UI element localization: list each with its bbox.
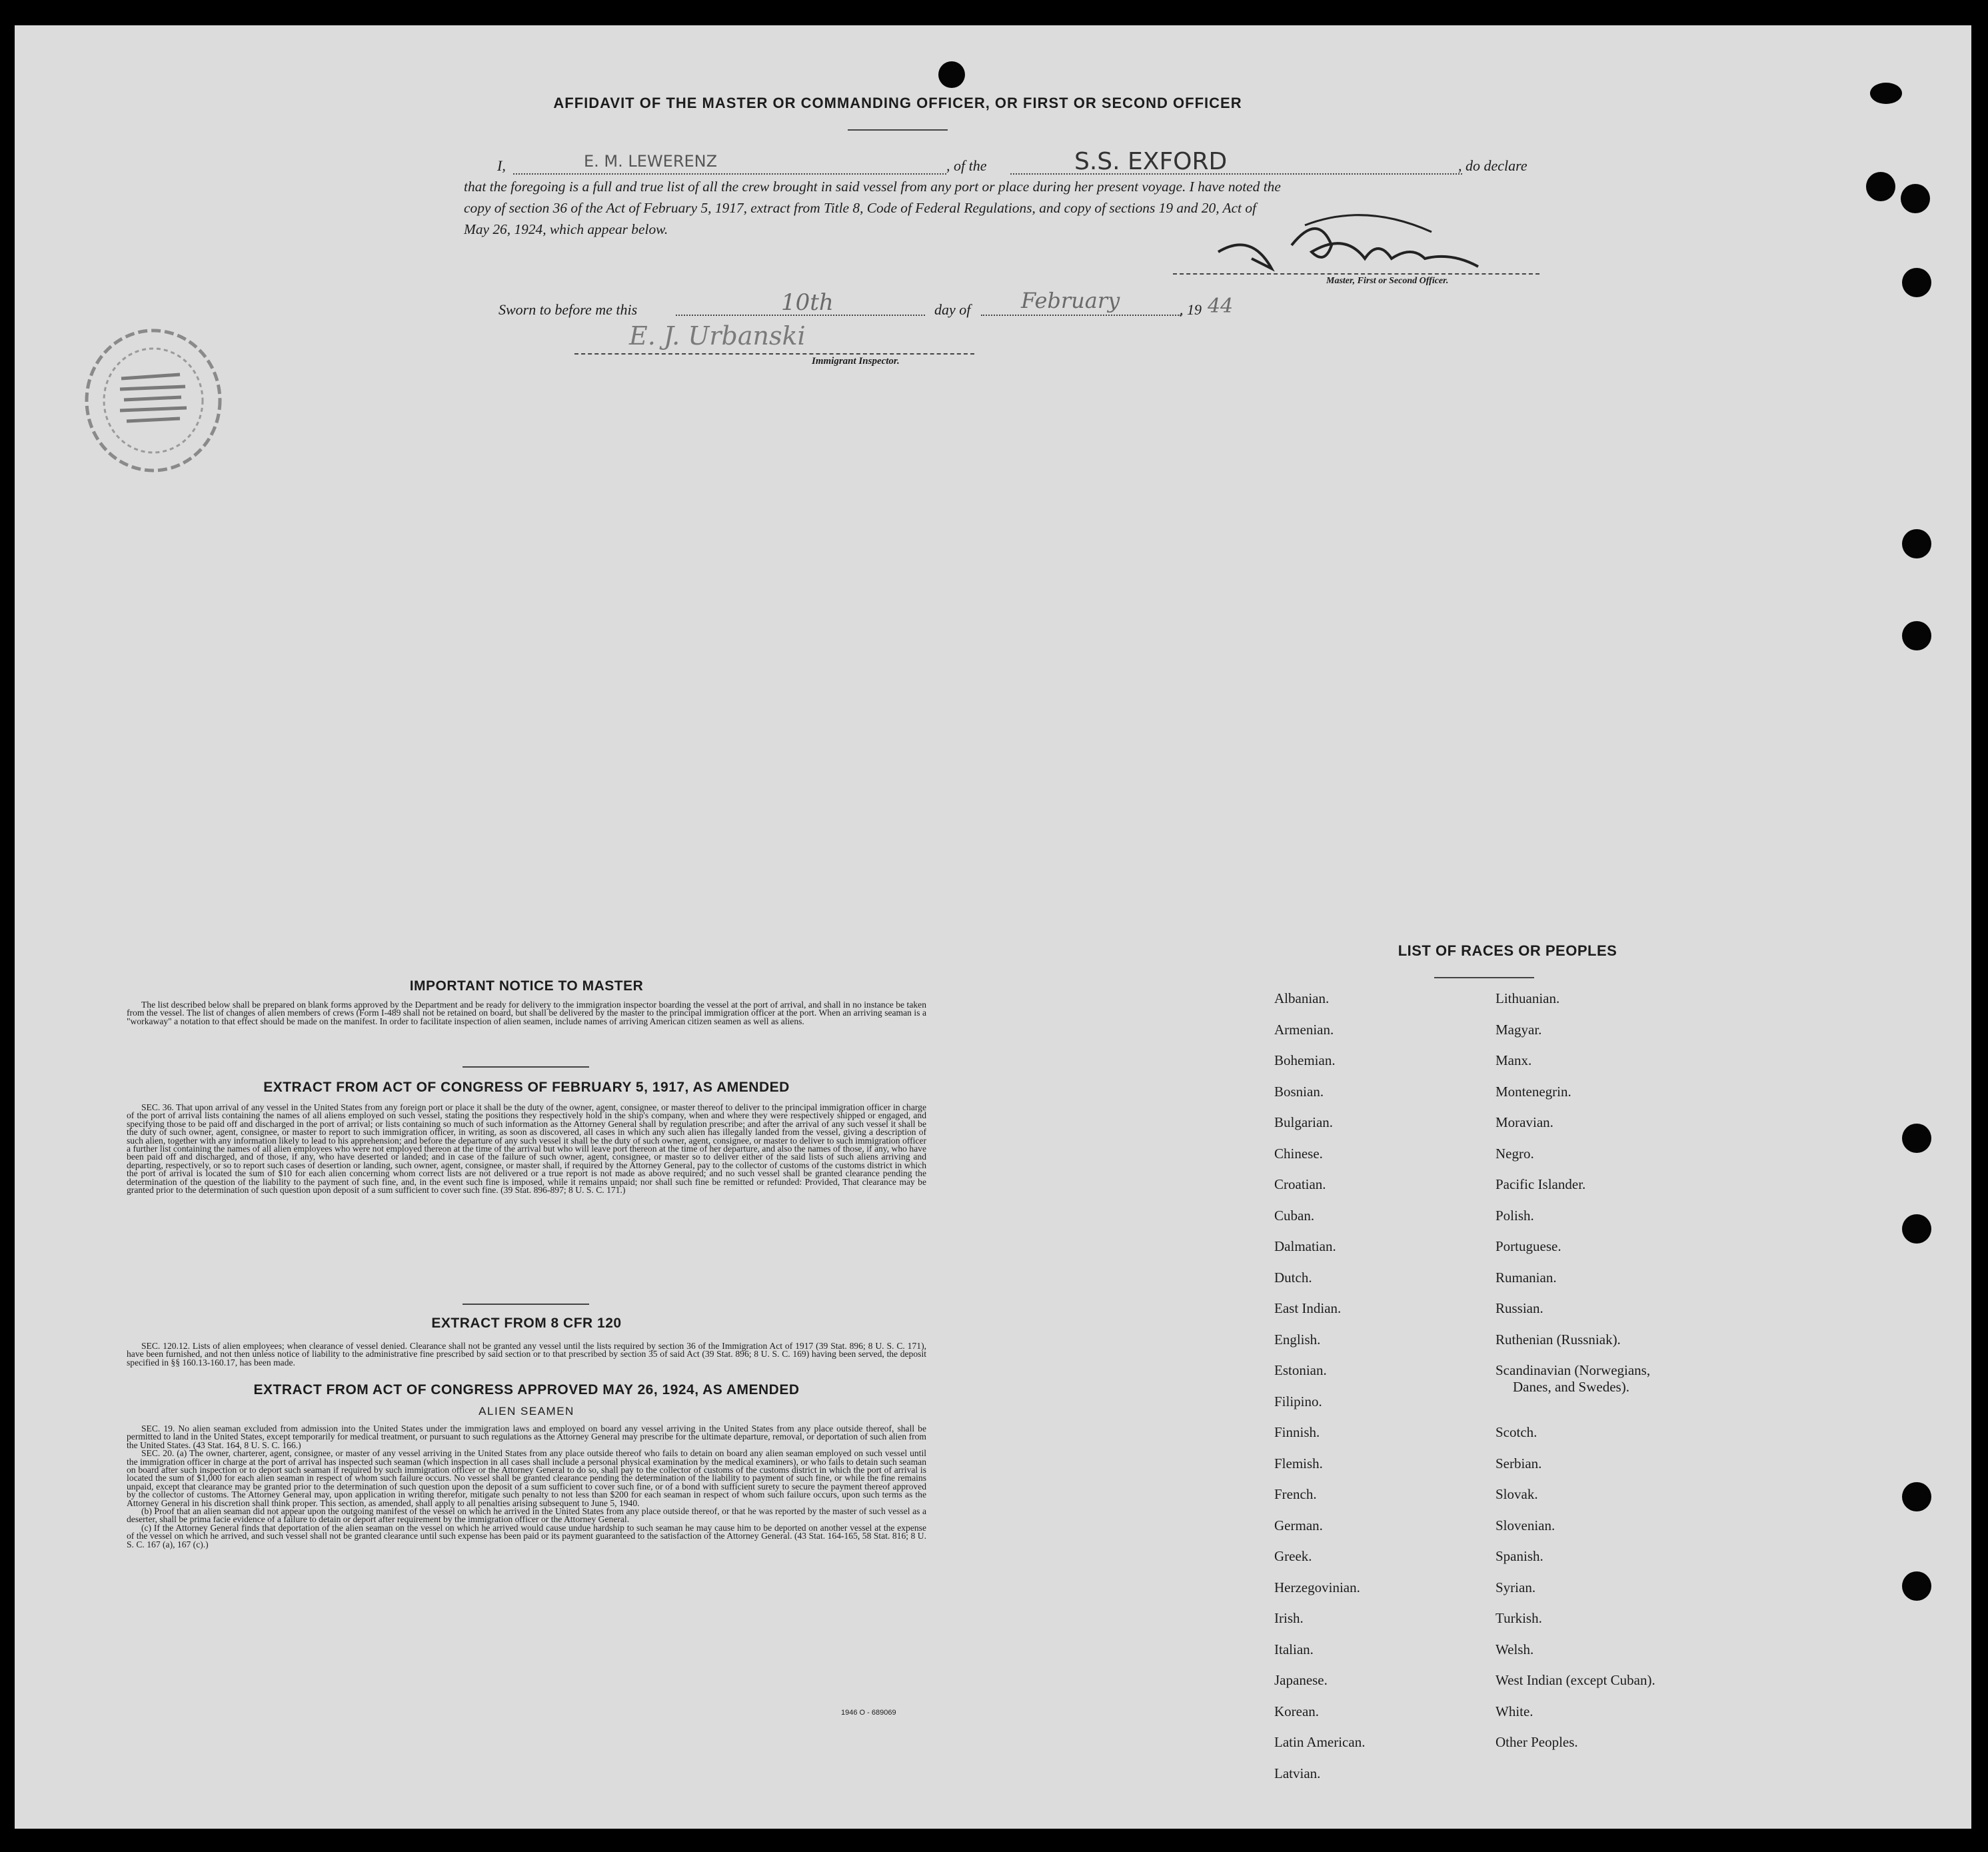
race-item xyxy=(1495,1022,1541,1038)
punch-hole xyxy=(1866,172,1895,201)
race-label: Syrian. xyxy=(1495,1579,1536,1595)
inspector-line xyxy=(574,353,974,355)
race-item xyxy=(1495,1332,1621,1348)
race-item: Cuban. xyxy=(1274,1207,1315,1224)
race-item: Bosnian. xyxy=(1274,1083,1324,1100)
declaration-line-4: May 26, 1924, which appear below. xyxy=(464,221,668,237)
sworn-day: 10th xyxy=(781,289,834,316)
of-the-label: , of the xyxy=(946,157,987,174)
race-item xyxy=(1495,1052,1531,1069)
race-item: Bulgarian. xyxy=(1274,1114,1334,1130)
race-label: Slovak. xyxy=(1495,1486,1538,1502)
race-item xyxy=(1495,1703,1533,1720)
race-label: Slovenian. xyxy=(1495,1517,1555,1533)
race-label: Negro. xyxy=(1495,1145,1534,1162)
race-label: Scotch. xyxy=(1495,1424,1537,1440)
alien-seamen-subtitle: ALIEN SEAMEN xyxy=(479,1405,574,1417)
sworn-label: Sworn to before me this xyxy=(498,301,638,318)
race-item: Croatian. xyxy=(1274,1176,1326,1192)
divider xyxy=(1434,977,1534,978)
extract-1917-body xyxy=(127,1104,926,1194)
races-title: LIST OF RACES OR PEOPLES xyxy=(1398,942,1617,959)
year-suffix: 44 xyxy=(1208,295,1234,318)
race-label: Lithuanian. xyxy=(1495,990,1560,1006)
master-name: E. M. LEWERENZ xyxy=(584,152,718,171)
signature-line xyxy=(1173,273,1539,275)
race-item: Latin American. xyxy=(1274,1734,1366,1750)
notice-paragraph: The list described below shall be prepared on blank forms approved by the Department and be ready for delivery to the immigration inspector boarding the vessel at the port of arrival, and shall in no instance be taken from the vessel. The list of changes of alien members of crews (Form I-489 shall not be retained on board, but shall be delivered by the master to the principal immigration officer at the port. When an arriving seaman is a "workaway" a notation to that effect should be made on the manifest. In order to facilitate inspection of alien seamen, include names of arriving American citizen seamen as well as aliens. xyxy=(127,1000,926,1026)
race-item xyxy=(1495,1270,1557,1286)
race-label: Welsh. xyxy=(1495,1641,1534,1657)
race-item xyxy=(1495,1455,1541,1472)
signature-caption: Master, First or Second Officer. xyxy=(1326,276,1449,286)
divider xyxy=(848,129,948,131)
day-of-label: day of xyxy=(934,301,971,318)
race-label: Other Peoples. xyxy=(1495,1734,1578,1750)
punch-hole xyxy=(938,61,965,88)
section-20c-paragraph: (c) If the Attorney General finds that deportation of the alien seaman on the vessel on which he arrived would cause undue hardship to such seaman he may cause him to be deported on another vessel at the expense of the vessel on which he arrived, and such vessel shall not be granted clearance until such expense has been paid or its payment guaranteed to the satisfaction of the Attorney General. (43 Stat. 164-165, 58 Stat. 816; 8 U. S. C. 167 (a), 167 (c).) xyxy=(127,1522,926,1549)
race-label-continuation: Danes, and Swedes). xyxy=(1513,1379,1629,1395)
vessel-name: S.S. EXFORD xyxy=(1074,148,1228,175)
race-item xyxy=(1495,990,1559,1007)
race-label: Portuguese. xyxy=(1495,1238,1561,1254)
print-code: 1946 O - 689069 xyxy=(841,1709,896,1717)
race-item: Irish. xyxy=(1274,1610,1304,1626)
vessel-name-field xyxy=(1010,148,1462,175)
declaration-line-3: copy of section 36 of the Act of February 5, 1917, extract from Title 8, Code of Federal Regulations, and copy of sections 19 and 20, Act of xyxy=(464,200,1256,216)
sworn-day-field xyxy=(676,289,925,316)
affidavit-title: AFFIDAVIT OF THE MASTER OR COMMANDING OFFICER, OR FIRST OR SECOND OFFICER xyxy=(553,95,1242,111)
section-36-paragraph: SEC. 36. That upon arrival of any vessel in the United States from any foreign port or place it shall be the duty of the owner, agent, consignee, or master thereof to deliver to the principal immigration officer in charge of the port of arrival lists containing the names of all aliens employed on such vessel, stating the positions they respectively hold in the ship's company, when and where they were respectively shipped or engaged, and specifying those to be paid off and discharged in the port of arrival; or lists containing so much of such information as the Attorney General shall by regulation prescribe; and after the arrival of any such vessel it shall be the duty of such owner, agent, consignee, or master to report to such immigration officer, in writing, as soon as discovered, all cases in which any such alien has illegally landed from the vessel, giving a description of such alien, together with any information likely to lead to his apprehension; and before the departure of any such vessel it shall be the duty of such owner, agent, consignee, or master to deliver to such immigration officer a further list containing the names of all alien employees who were not employed thereon at the time of the arrival but who will leave port thereon at the time of her departure, and also the names of those, if any, who have been paid off and discharged, and of those, if any, who have deserted or landed; and in case of the failure of such owner, agent, consignee, or master so to deliver either of the said lists of such aliens arriving and departing, respectively, or so to report such cases of desertion or landing, such owner, agent, consignee, or master shall, if required by the Attorney General, pay to the collector of customs of the customs district in which the port of arrival is located the sum of $10 for each alien concerning whom correct lists are not delivered or a true report is not made as above required; and no such vessel shall be granted clearance pending the determination of the question of the liability to the payment of such fine, and, in the event such fine is imposed, while it remains unpaid; nor shall such fine be remitted or refunded: Provided, That clearance may be granted prior to the determination of such question upon deposit of a sum sufficient to cover such fine. (39 Stat. 896-897; 8 U. S. C. 171.) xyxy=(127,1102,926,1196)
race-item: German. xyxy=(1274,1517,1323,1533)
punch-hole xyxy=(1870,83,1902,104)
race-label: Spanish. xyxy=(1495,1548,1543,1564)
race-item xyxy=(1495,1579,1535,1596)
race-label: Pacific Islander. xyxy=(1495,1176,1586,1192)
notice-body xyxy=(127,1001,926,1026)
extract-1924-body xyxy=(127,1425,926,1549)
punch-hole xyxy=(1902,1482,1931,1511)
master-name-field xyxy=(513,152,946,175)
race-item: Bohemian. xyxy=(1274,1052,1336,1068)
race-item: Filipino. xyxy=(1274,1393,1322,1409)
race-label: Ruthenian (Russniak). xyxy=(1495,1331,1621,1348)
sworn-month-field xyxy=(981,288,1181,316)
punch-hole xyxy=(1902,1571,1931,1601)
race-item: Dalmatian. xyxy=(1274,1238,1336,1254)
race-label: Scandinavian (Norwegians, xyxy=(1495,1362,1651,1378)
race-item xyxy=(1495,1300,1543,1317)
inspector-signature: E. J. Urbanski xyxy=(629,321,806,351)
race-item xyxy=(1495,1146,1534,1162)
race-item: Herzegovinian. xyxy=(1274,1579,1360,1595)
race-item: French. xyxy=(1274,1486,1317,1502)
race-item: Chinese. xyxy=(1274,1145,1323,1162)
punch-hole xyxy=(1902,529,1931,558)
notice-title: IMPORTANT NOTICE TO MASTER xyxy=(409,978,644,994)
race-label: Serbian. xyxy=(1495,1455,1542,1471)
race-item: Italian. xyxy=(1274,1641,1314,1657)
race-item xyxy=(1495,1362,1650,1395)
race-item xyxy=(1495,1610,1542,1627)
extract-1917-title: EXTRACT FROM ACT OF CONGRESS OF FEBRUARY 5, 1917, AS AMENDED xyxy=(263,1080,790,1095)
punch-hole xyxy=(1902,1124,1931,1153)
race-label: Montenegrin. xyxy=(1495,1083,1571,1100)
race-item xyxy=(1495,1672,1655,1689)
year-prefix: , 19 xyxy=(1180,301,1202,318)
document-page xyxy=(15,25,1971,1829)
race-label: Turkish. xyxy=(1495,1610,1542,1626)
divider xyxy=(463,1066,589,1068)
race-label: Moravian. xyxy=(1495,1114,1553,1130)
race-item xyxy=(1495,1517,1555,1534)
race-label: Magyar. xyxy=(1495,1021,1542,1038)
race-item: Latvian. xyxy=(1274,1765,1321,1781)
race-item: Albanian. xyxy=(1274,990,1330,1006)
race-item xyxy=(1495,1084,1571,1100)
race-item xyxy=(1495,1114,1553,1131)
race-label: West Indian (except Cuban). xyxy=(1495,1672,1655,1688)
do-declare-label: , do declare xyxy=(1458,157,1527,174)
race-item: Armenian. xyxy=(1274,1021,1334,1038)
race-label: Manx. xyxy=(1495,1052,1532,1068)
inspection-stamp xyxy=(80,324,227,477)
punch-hole xyxy=(1902,268,1931,297)
race-item: Japanese. xyxy=(1274,1672,1328,1688)
section-19-paragraph: SEC. 19. No alien seaman excluded from admission into the United States under the immigration laws and employed on board any vessel arriving in the United States from any place outside thereof, shall be permitted to land in the United States, except temporarily for medical treatment, or pursuant to such regulations as the Attorney General may prescribe for the ultimate departure, removal, or deportation of such alien from the United States. (43 Stat. 164, 8 U. S. C. 166.) xyxy=(127,1423,926,1450)
race-label: White. xyxy=(1495,1703,1533,1719)
extract-cfr-title: EXTRACT FROM 8 CFR 120 xyxy=(431,1316,622,1331)
sworn-month: February xyxy=(1021,288,1120,313)
punch-hole xyxy=(1902,1214,1931,1244)
section-20b-paragraph: (b) Proof that an alien seaman did not appear upon the outgoing manifest of the vessel on which he arrived in the United States from any place outside thereof, or that he was reported by the master of such vessel as a deserter, shall be prima facie evidence of a failure to detain or deport after requirement by the immigration officer or the Attorney General. xyxy=(127,1506,926,1525)
race-item xyxy=(1495,1424,1537,1441)
declaration-prefix: I, xyxy=(497,157,506,174)
race-label: Russian. xyxy=(1495,1300,1543,1316)
race-item xyxy=(1495,1641,1533,1658)
race-item xyxy=(1495,1548,1543,1565)
race-item xyxy=(1495,1734,1578,1751)
race-item: East Indian. xyxy=(1274,1300,1342,1316)
punch-hole xyxy=(1901,184,1930,213)
race-item: Korean. xyxy=(1274,1703,1320,1719)
extract-cfr-body xyxy=(127,1342,926,1367)
declaration-line-2: that the foregoing is a full and true list of all the crew brought in said vessel from any port or place during her present voyage. I have noted the xyxy=(464,179,1281,195)
punch-hole xyxy=(1902,621,1931,650)
race-item xyxy=(1495,1176,1585,1193)
race-item: Dutch. xyxy=(1274,1269,1312,1286)
race-label: Rumanian. xyxy=(1495,1269,1557,1286)
race-item: Finnish. xyxy=(1274,1424,1320,1440)
race-item: Estonian. xyxy=(1274,1362,1327,1378)
race-item xyxy=(1495,1486,1538,1503)
race-item xyxy=(1495,1238,1561,1255)
race-item: English. xyxy=(1274,1331,1321,1348)
race-item: Greek. xyxy=(1274,1548,1312,1564)
divider xyxy=(463,1304,589,1305)
race-item xyxy=(1495,1208,1534,1224)
race-label: Polish. xyxy=(1495,1207,1534,1224)
race-item: Flemish. xyxy=(1274,1455,1323,1471)
extract-1924-title: EXTRACT FROM ACT OF CONGRESS APPROVED MAY 26, 1924, AS AMENDED xyxy=(253,1382,800,1397)
inspector-caption: Immigrant Inspector. xyxy=(812,356,900,367)
section-20a-paragraph: SEC. 20. (a) The owner, charterer, agent, consignee, or master of any vessel arriving in the United States from any place outside thereof who fails to detain on board any alien seaman employed on such vessel until the immigration officer in charge at the port of arrival has inspected such seaman (which inspection in all cases shall include a personal physical examination by the medical examiners), or who fails to detain such seaman on board after such inspection or to deport such seaman if required by such immigration officer or the Attorney General to do so, shall pay to the collector of customs of the customs district in which the port of arrival is located the sum of $1,000 for each alien seaman in respect of whom such failure occurs. No vessel shall be granted clearance pending the determination of the liability to payment of such fine, or while the fine remains unpaid, except that clearance may be granted prior to the determination of such question upon the deposit of a sum sufficient to cover such fine, or of a bond with sufficient surety to secure the payment thereof approved by the collector of customs. The Attorney General may, upon application in writing therefor, mitigate such penalty to not less than $200 for each seaman in respect of whom such failure occurs, upon such terms as the Attorney General in his discretion shall think proper. This section, as amended, shall apply to all penalties arising subsequent to June 5, 1940. xyxy=(127,1448,926,1508)
section-120-paragraph: SEC. 120.12. Lists of alien employees; when clearance of vessel denied. Clearance shall not be granted any vessel until the lists required by section 36 of the Immigration Act of 1917 (39 Stat. 896; 8 U. S. C. 171), have been furnished, and not then unless notice of liability to the administrative fine prescribed by said section or to that prescribed by section 35 of said Act (39 Stat. 896; 8 U. S. C. 169) having been served, the deposit specified in §§ 160.13-160.17, has been made. xyxy=(127,1341,926,1368)
